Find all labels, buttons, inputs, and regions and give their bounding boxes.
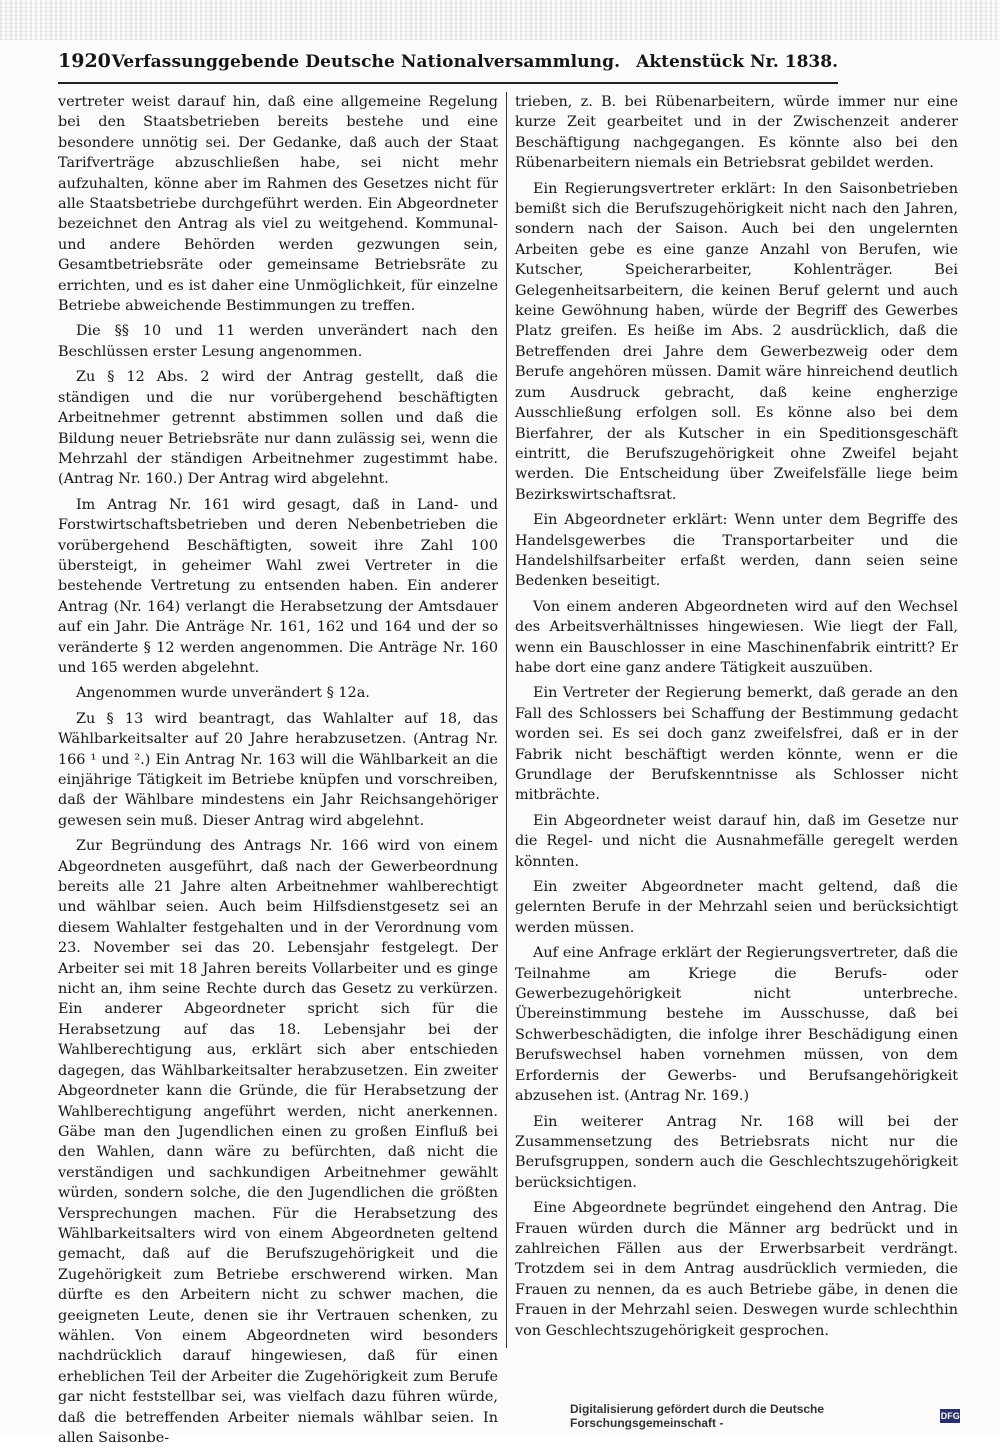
paragraph: Zu § 12 Abs. 2 wird der Antrag gestellt, daß die ständigen und die nur vorübergehend beschäftigten Arbeitnehmer getrennt abstimmen sollen und daß die Bildung neuer Betriebsräte nur dann zulässig sei, wenn die Mehrzahl der ständigen Arbeitnehmer zugestimmt habe. (Antrag Nr. 160.) Der Antrag wird abgelehnt. xyxy=(58,369,498,488)
paragraph: Ein Regierungsvertreter erklärt: In den Saisonbetrieben bemißt sich die Berufszugehörigkeit nicht nach den Jahren, sondern nach der Saison. Auch bei den ungelernten Arbeiten gebe es eine ganze Anzahl von Berufen, wie Kutscher, Speicherarbeiter, Kohlenträger. Bei Gelegenheitsarbeitern, die keinen Beruf gelernt und auch keine Gewöhnung haben, würde der Begriff des Gewerbes Platz greifen. Es heiße im Abs. 2 ausdrücklich, daß die Betreffenden drei Jahre dem Gewerbezweig oder dem Berufe angehören müssen. Damit wäre hinreichend deutlich zum Ausdruck gebracht, daß keine engherzige Ausschließung erfolgen soll. Es könne also bei dem Bierfahrer, der als Kutscher in ein Speditionsgeschäft eintritt, die Berufszugehörigkeit ohne Zweifel bejaht werden. Die Entscheidung über Zweifelsfälle liege beim Bezirkswirtschaftsrat. xyxy=(515,180,958,503)
running-title: Verfassunggebende Deutsche Nationalversammlung. xyxy=(111,52,621,72)
paragraph: Eine Abgeordnete begründet eingehend den Antrag. Die Frauen würden durch die Männer arg bedrückt und in zahlreichen Fällen aus der Erwerbsarbeit verdrängt. Trotzdem sei in dem Antrag ausdrücklich vermieden, die Frauen zu nennen, da es auch Betriebe gäbe, in denen die Frauen in der Mehrzahl seien. Deswegen wurde schlechthin von Geschlechtszugehörigkeit gesprochen. xyxy=(515,1200,958,1339)
paragraph: Die §§ 10 und 11 werden unverändert nach den Beschlüssen erster Lesung angenommen. xyxy=(58,323,498,360)
funding-credit: Digitalisierung gefördert durch die Deutsche Forschungsgemeinschaft - xyxy=(570,1402,825,1430)
column-divider xyxy=(506,92,507,1348)
paragraph: Ein Abgeordneter weist darauf hin, daß im Gesetze nur die Regel- und nicht die Ausnahmefälle geregelt werden könnten. xyxy=(515,812,958,870)
left-column xyxy=(58,92,498,1446)
paragraph: vertreter weist darauf hin, daß eine allgemeine Regelung bei den Staatsbetrieben bereits bestehe und eine besondere unnötig sei. Der Gedanke, daß auch der Staat Tarifverträge abzuschließen habe, sei nicht mehr aufzuhalten, könne aber im Rahmen des Gesetzes nicht für alle Staatsbetriebe durchgeführt werden. Ein Abgeordneter bezeichnet den Antrag als viel zu weitgehend. Kommunal- und andere Behörden werden gezwungen sein, Gesamtbetriebsräte oder gemeinsame Betriebsräte zu errichten, und es ist daher eine Unmöglichkeit, für einzelne Betriebe abweichende Bestimmungen zu treffen. xyxy=(58,94,498,315)
page-number: 1920 xyxy=(58,50,111,72)
dfg-logo-icon: DFG xyxy=(940,1411,960,1421)
header-rule xyxy=(58,82,838,84)
paragraph: Zur Begründung des Antrags Nr. 166 wird von einem Abgeordneten ausgeführt, daß nach der Gewerbeordnung bereits alle 21 Jahre alten Arbeitnehmer wahlberechtigt und wählbar seien. Auch beim Hilfsdienstgesetz sei an diesem Wahlalter festgehalten und in der Verordnung vom 23. November sei das 20. Lebensjahr festgelegt. Der Arbeiter sei mit 18 Jahren bereits Vollarbeiter und es ginge nicht an, ihm seine Rechte durch das Gesetz zu verkürzen. Ein anderer Abgeordneter spricht sich für die Herabsetzung auf das 18. Lebensjahr bei der Wahlberechtigung aus, erklärt sich aber entschieden dagegen, das Wählbarkeitsalter herabzusetzen. Ein zweiter Abgeordneter kann die Gründe, die für Herabsetzung der Wahlberechtigung angeführt werden, nicht anerkennen. Gäbe man den Jugendlichen einen zu großen Einfluß bei den Wahlen, dann wäre zu befürchten, daß nicht die verständigen und sachkundigen Arbeitnehmer gewählt würden, sondern solche, die den Jugendlichen die größten Versprechungen machen. Für die Herabsetzung des Wählbarkeitsalters wird von einem Abgeordneten geltend gemacht, daß auf die Berufszugehörigkeit und die Zugehörigkeit zum Betriebe erschwerend wirken. Man dürfte es den Arbeitern nicht zu schwer machen, die geeigneten Leute, denen sie ihr Vertrauen schenken, zu wählen. Von einem Abgeordneten wird besonders nachdrücklich darauf hingewiesen, daß für einen erheblichen Teil der Arbeiter die Zugehörigkeit zum Berufe gar nicht feststellbar sei, was vielfach dazu führen würde, daß die betreffenden Arbeiter niemals wählbar seien. In allen Saisonbe- xyxy=(58,838,498,1446)
paragraph: Angenommen wurde unverändert § 12a. xyxy=(76,685,370,702)
paragraph: Zu § 13 wird beantragt, das Wahlalter auf 18, das Wählbarkeitsalter auf 20 Jahre herabzusetzen. (Antrag Nr. 166 ¹ und ².) Ein Antrag Nr. 163 will die Wählbarkeit an die einjährige Tätigkeit im Betriebe knüpfen und vorschreiben, daß der Wählbare mindestens ein Jahr Reichsangehöriger gewesen sein muß. Dieser Antrag wird abgelehnt. xyxy=(58,710,498,829)
paragraph: Ein Abgeordneter erklärt: Wenn unter dem Begriffe des Handelsgewerbes die Transportarbeiter und die Handelshilfsarbeiter erfaßt werden, dann seien seine Bedenken beseitigt. xyxy=(515,512,958,590)
running-header xyxy=(58,50,838,80)
footer-credit xyxy=(570,1402,960,1430)
paragraph: Im Antrag Nr. 161 wird gesagt, daß in Land- und Forstwirtschaftsbetrieben und deren Nebenbetrieben die vorübergehend Beschäftigten, soweit ihre Zahl 100 übersteigt, in geheimer Wahl zwei Vertreter in die bestehende Vertretung zu entsenden haben. Ein anderer Antrag (Nr. 164) verlangt die Herabsetzung der Amtsdauer auf ein Jahr. Die Anträge Nr. 161, 162 und 164 und der so veränderte § 12 werden angenommen. Die Anträge Nr. 160 und 165 werden abgelehnt. xyxy=(58,496,498,676)
paragraph: Von einem anderen Abgeordneten wird auf den Wechsel des Arbeitsverhältnisses hingewiesen. Wie liegt der Fall, wenn ein Bauschlosser in eine Maschinenfabrik eintritt? Er habe dort eine ganz andere Tätigkeit auszuüben. xyxy=(515,598,958,676)
scan-border-noise xyxy=(0,0,1000,40)
paragraph: Ein weiterer Antrag Nr. 168 will bei der Zusammensetzung des Betriebsrats nicht nur die Berufsgruppen, sondern auch die Geschlechtszugehörigkeit berücksichtigen. xyxy=(515,1113,958,1191)
document-reference: Aktenstück Nr. 1838. xyxy=(636,52,838,72)
paragraph: Auf eine Anfrage erklärt der Regierungsvertreter, daß die Teilnahme am Kriege die Berufs- oder Gewerbezugehörigkeit nicht unterbreche. Übereinstimmung bestehe im Ausschusse, daß bei Schwerbeschädigten, die infolge ihrer Beschädigung einen Berufswechsel haben vornehmen müssen, von dem Erfordernis der Gewerbs- und Berufsangehörigkeit abzusehen ist. (Antrag Nr. 169.) xyxy=(515,945,958,1105)
paragraph: Ein Vertreter der Regierung bemerkt, daß gerade an den Fall des Schlossers bei Schaffung der Bestimmung gedacht worden sei. Es sei doch ganz zweifelsfrei, daß er in der Fabrik nicht beschäftigt werden könnte, wenn er die Grundlage der Berufskenntnisse als Schlosser nicht mitbrächte. xyxy=(515,685,958,804)
paragraph: trieben, z. B. bei Rübenarbeitern, würde immer nur eine kurze Zeit gearbeitet und in der Zwischenzeit anderer Beschäftigung nachgegangen. Es könnte also bei den Rübenarbeitern niemals ein Betriebsrat gebildet werden. xyxy=(515,94,958,172)
right-column xyxy=(515,92,958,1352)
paragraph: Ein zweiter Abgeordneter macht geltend, daß die gelernten Berufe in der Mehrzahl seien und berücksichtigt werden müssen. xyxy=(515,879,958,936)
